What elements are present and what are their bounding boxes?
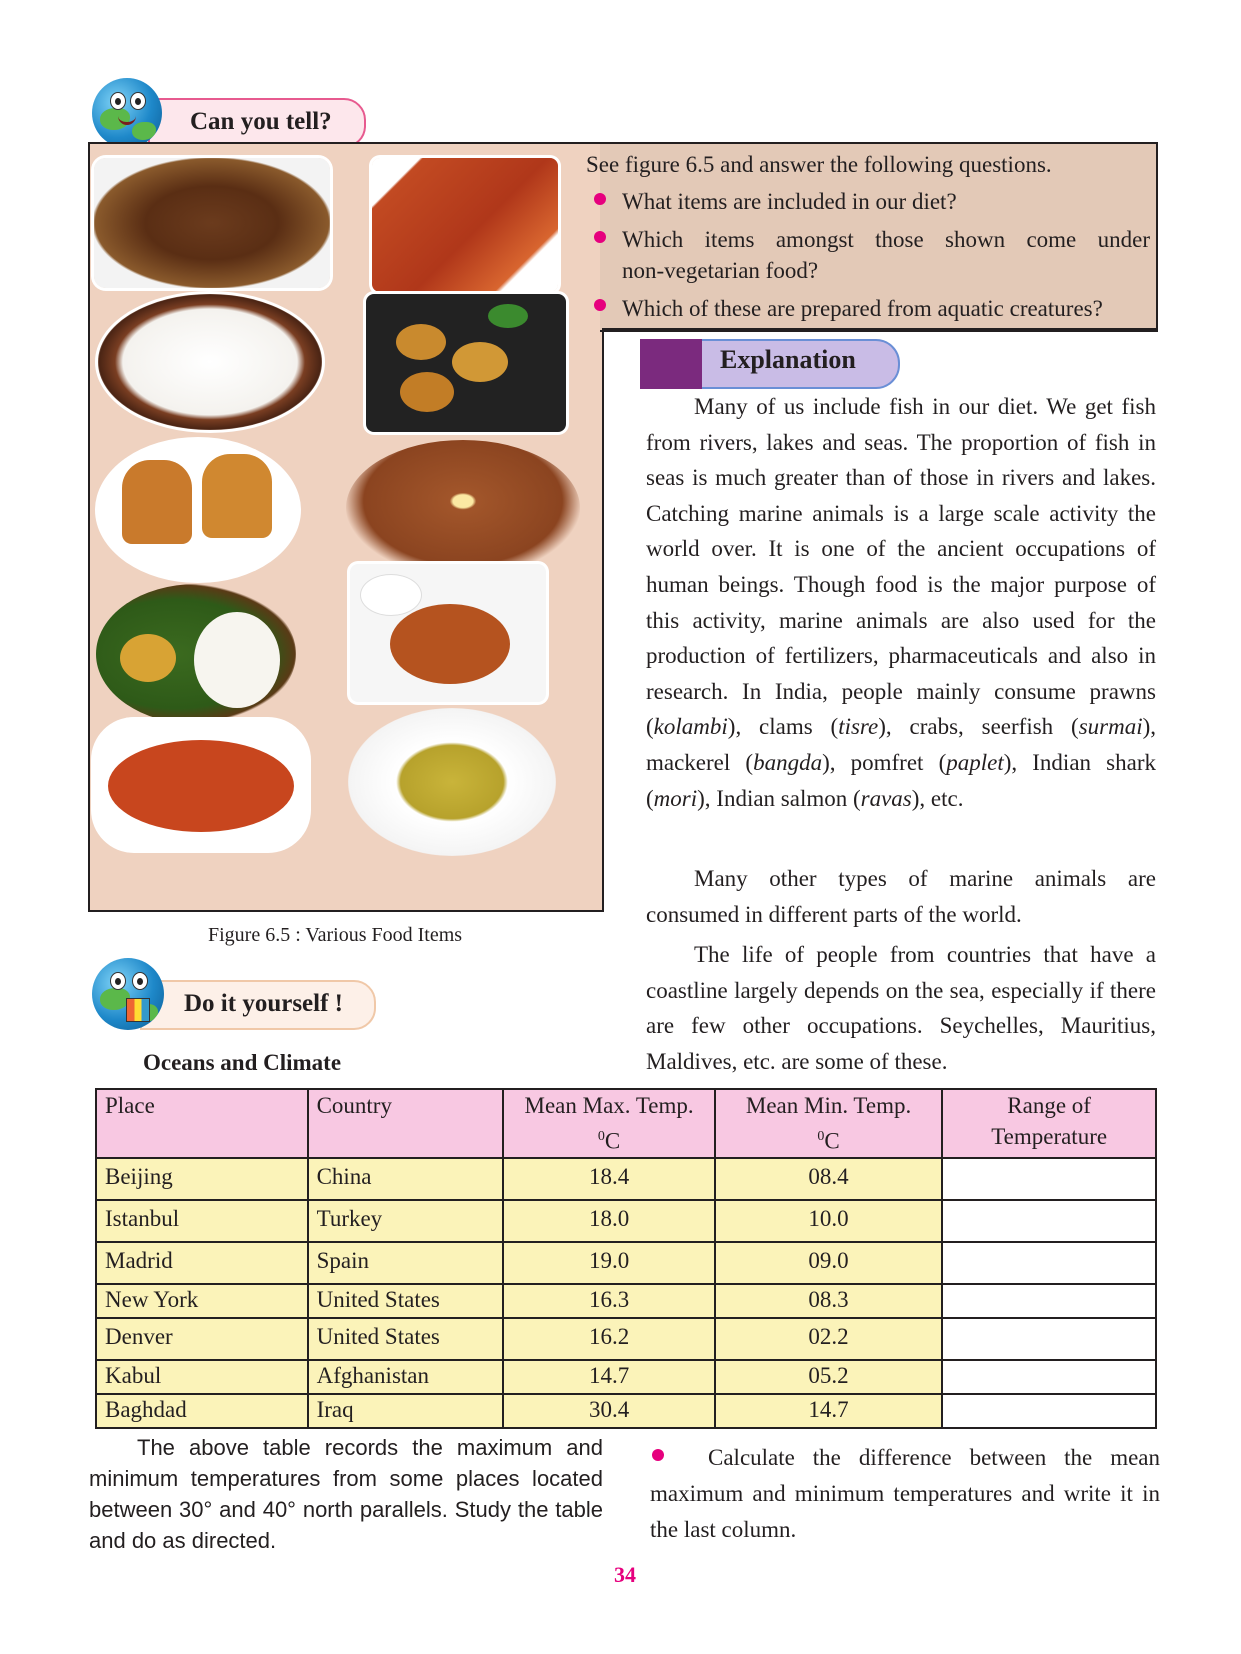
thalipeeth-image: [346, 440, 580, 576]
do-it-yourself-badge: [140, 980, 376, 1030]
cell-range-input[interactable]: [942, 1158, 1156, 1200]
cell-max: 18.0: [503, 1200, 715, 1242]
cell-country: Turkey: [308, 1200, 504, 1242]
cell-country: China: [308, 1158, 504, 1200]
header-range-line1: Range of: [1007, 1093, 1091, 1118]
unit-label: C: [604, 1128, 621, 1154]
cell-min: 10.0: [715, 1200, 942, 1242]
cell-range-input[interactable]: [942, 1318, 1156, 1360]
cell-place: Baghdad: [96, 1394, 308, 1428]
globe-mascot-icon: [92, 958, 164, 1030]
fish-sep: ), etc.: [911, 785, 964, 811]
cell-place: Istanbul: [96, 1200, 308, 1242]
fish-sep: ), Indian shark (: [646, 749, 1156, 811]
cell-min: 08.4: [715, 1158, 942, 1200]
vada-pav-image: [98, 440, 298, 580]
can-you-tell-badge: [148, 98, 366, 148]
header-mean-max-label: Mean Max. Temp.: [524, 1093, 694, 1118]
cell-max: 16.3: [503, 1284, 715, 1318]
question-1: What items are included in our diet?: [622, 189, 957, 214]
cell-min: 09.0: [715, 1242, 942, 1284]
header-place: Place: [96, 1089, 308, 1158]
fish-sep: ), crabs, seerfish (: [878, 714, 1079, 740]
fish-name: mori: [653, 785, 698, 811]
table-row: [96, 1360, 1156, 1394]
bullet-icon: [594, 193, 606, 205]
header-mean-max: [503, 1089, 715, 1158]
cell-max: 30.4: [503, 1394, 715, 1428]
food-figure-panel: [88, 142, 604, 912]
cell-range-input[interactable]: [942, 1284, 1156, 1318]
table-row: [96, 1242, 1156, 1284]
cell-max: 16.2: [503, 1318, 715, 1360]
chicken-curry-image: [94, 720, 308, 850]
table-header-row: [96, 1089, 1156, 1158]
cell-place: Beijing: [96, 1158, 308, 1200]
fish-name: tisre: [838, 714, 879, 740]
header-range: [942, 1089, 1156, 1158]
fish-name: ravas: [860, 785, 912, 811]
cell-min: 05.2: [715, 1360, 942, 1394]
fish-sep: ), pomfret (: [822, 749, 947, 775]
cell-country: Spain: [308, 1242, 504, 1284]
cell-range-input[interactable]: [942, 1394, 1156, 1428]
cell-place: New York: [96, 1284, 308, 1318]
temperature-table: [95, 1088, 1157, 1429]
fish-name: paplet: [946, 749, 1004, 775]
cell-min: 02.2: [715, 1318, 942, 1360]
fish-sep: ), mackerel (: [646, 714, 1157, 775]
table-row: [96, 1318, 1156, 1360]
can-you-tell-title: Can you tell?: [190, 108, 332, 135]
cell-min: 14.7: [715, 1394, 942, 1428]
bullet-icon: [594, 299, 606, 311]
fish-name: bangda: [753, 749, 823, 775]
explanation-border: [602, 330, 604, 908]
explanation-title: Explanation: [720, 345, 856, 374]
explanation-paragraph-3: The life of people from countries that have a coastline largely depends on the sea, especially if there are few other occupations. Seychelles, Mauritius, Maldives, etc. are some of these.: [646, 942, 1156, 1074]
fish-sep: ), Indian salmon (: [697, 785, 861, 811]
globe-mascot-icon: [92, 78, 162, 148]
question-2: Which items amongst those shown come under: [622, 227, 1150, 252]
rice-bowl-image: [98, 294, 322, 430]
mutton-curry-image: [94, 158, 330, 288]
bullet-icon: [594, 231, 606, 243]
explanation-tab: [640, 339, 702, 389]
figure-caption: Figure 6.5 : Various Food Items: [208, 924, 463, 946]
table-row: [96, 1284, 1156, 1318]
explanation-top-border: [602, 328, 1156, 330]
cell-country: Afghanistan: [308, 1360, 504, 1394]
table-row: [96, 1158, 1156, 1200]
cell-place: Kabul: [96, 1360, 308, 1394]
cell-min: 08.3: [715, 1284, 942, 1318]
header-mean-min-label: Mean Min. Temp.: [745, 1093, 912, 1118]
table-row: [96, 1394, 1156, 1428]
page-number: 34: [614, 1562, 636, 1587]
prawns-image: [350, 564, 546, 702]
explanation-paragraph-2: Many other types of marine animals are consumed in different parts of the world.: [646, 866, 1156, 927]
explanation-paragraph-1: [646, 389, 1156, 816]
header-range-line2: Temperature: [991, 1124, 1108, 1149]
cell-max: 14.7: [503, 1360, 715, 1394]
fish-sep: ), clams (: [727, 714, 839, 740]
header-country: Country: [308, 1089, 504, 1158]
oceans-climate-subtitle: Oceans and Climate: [143, 1050, 342, 1075]
fish-name: kolambi: [653, 714, 728, 740]
degree-mark: 0: [817, 1129, 825, 1144]
header-mean-min: [715, 1089, 942, 1158]
table-row: [96, 1200, 1156, 1242]
question-2-cont: non-vegetarian food?: [622, 258, 819, 283]
unit-label: C: [824, 1128, 840, 1154]
degree-mark: 0: [597, 1129, 605, 1144]
cell-max: 18.4: [503, 1158, 715, 1200]
idli-dal-image: [96, 584, 296, 724]
do-it-yourself-title: Do it yourself !: [184, 990, 343, 1017]
cell-range-input[interactable]: [942, 1200, 1156, 1242]
calculate-instruction: Calculate the difference between the mean maximum and minimum temperatures and write it in the last column.: [650, 1445, 1160, 1542]
pancakes-image: [348, 708, 556, 856]
fish-name: surmai: [1078, 714, 1143, 740]
questions-intro: See figure 6.5 and answer the following questions.: [586, 152, 1052, 177]
para1-text: Many of us include fish in our diet. We get fish from rivers, lakes and seas. The proportion of fish in seas is much greater than of those in rivers and lakes. Catching marine animals is a large scale activity the world over. It is one of the ancient occupations of human beings. Though food is the major purpose of this activity, marine animals are also used for the production of fertilizers, pharmaceuticals and also in research. In India, people mainly consume prawns (: [646, 394, 1156, 740]
cell-range-input[interactable]: [942, 1242, 1156, 1284]
cell-place: Madrid: [96, 1242, 308, 1284]
cell-country: Iraq: [308, 1394, 504, 1428]
cutlets-image: [366, 294, 566, 432]
table-instructions: The above table records the maximum and minimum temperatures from some places located between 30° and 40° north parallels. Study the table and do as directed.: [89, 1435, 603, 1553]
cell-range-input[interactable]: [942, 1360, 1156, 1394]
cell-place: Denver: [96, 1318, 308, 1360]
cell-country: United States: [308, 1318, 504, 1360]
question-3: Which of these are prepared from aquatic creatures?: [622, 296, 1103, 321]
cell-country: United States: [308, 1284, 504, 1318]
fried-fish-image: [372, 158, 558, 292]
cell-max: 19.0: [503, 1242, 715, 1284]
